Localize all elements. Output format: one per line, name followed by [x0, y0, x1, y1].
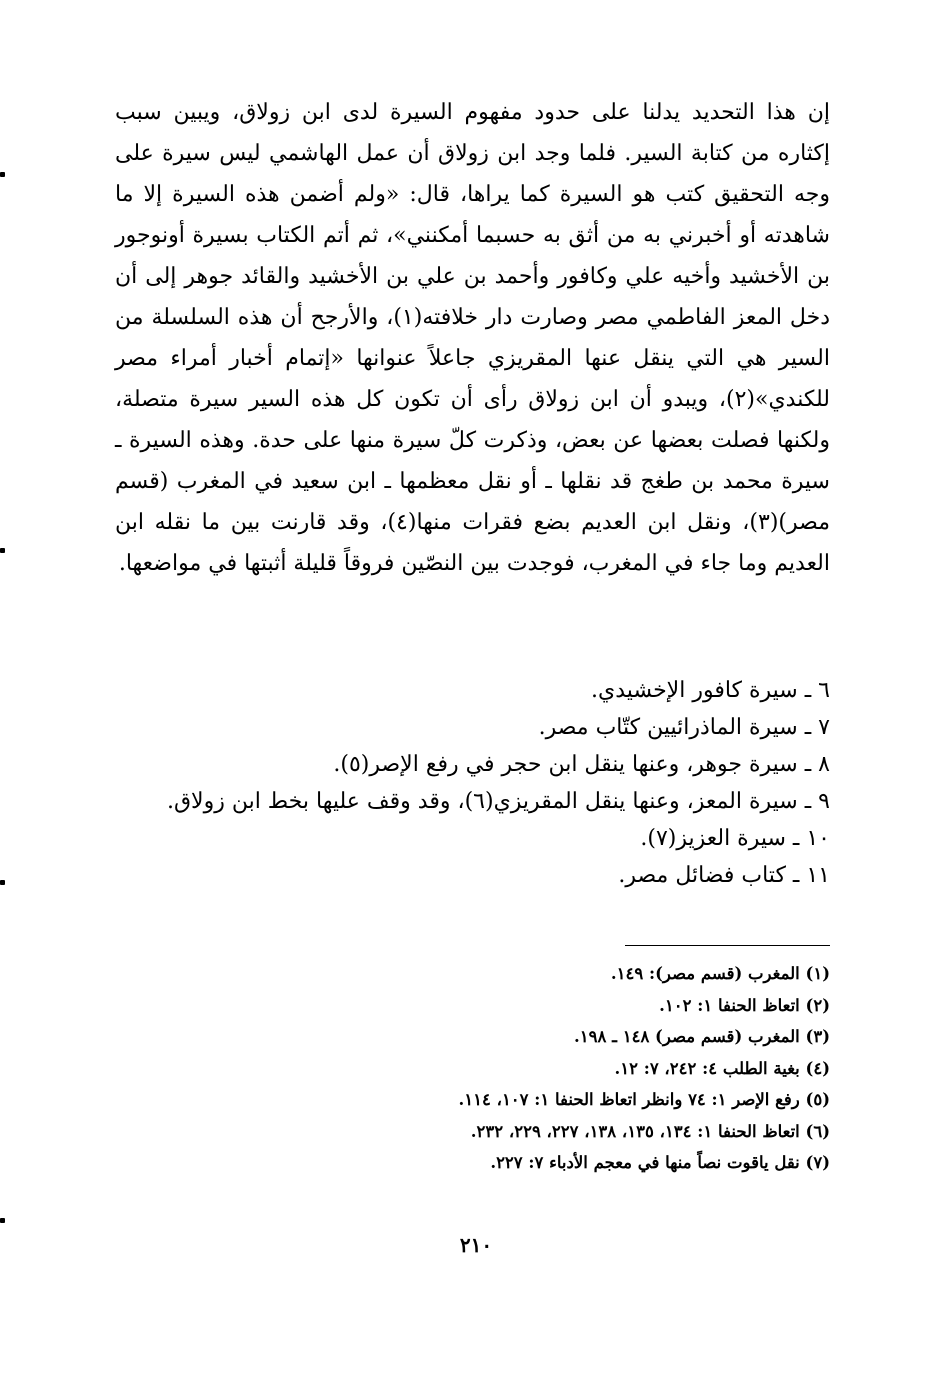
- scan-mark: [0, 172, 5, 177]
- list-item: ١١ ـ كتاب فضائل مصر.: [618, 863, 830, 888]
- footnote: (٦) اتعاظ الحنفا ١: ١٣٤، ١٣٥، ١٣٨، ٢٢٧، ٢٢٩، ٢٣٢.: [470, 1121, 830, 1141]
- footnote: (١) المغرب (قسم مصر): ١٤٩.: [610, 964, 830, 983]
- footnote: (٤) بغية الطلب ٤: ٢٤٢، ٧: ١٢.: [614, 1058, 830, 1078]
- scan-mark: [0, 880, 5, 885]
- list-item: ٩ ـ سيرة المعز، وعنها ينقل المقريزي(٦)، وقد وقف عليها بخط ابن زولاق.: [166, 789, 830, 814]
- footnote: (٧) نقل ياقوت نصاً منها في معجم الأدباء ٧: ٢٢٧.: [490, 1153, 830, 1172]
- footnote-divider: [625, 945, 830, 946]
- list-item: ٦ ـ سيرة كافور الإخشيدي.: [591, 678, 830, 703]
- scan-mark: [0, 1218, 5, 1223]
- works-list: [115, 672, 830, 894]
- list-item: ١٠ ـ سيرة العزيز(٧).: [640, 826, 830, 851]
- body-paragraph: إن هذا التحديد يدلنا على حدود مفهوم السيرة لدى ابن زولاق، ويبين سبب إكثاره من كتابة السير. فلما وجد ابن زولاق أن عمل الهاشمي ليس سيرة على وجه التحقيق كتب هو السيرة كما يراها، قال: «ولم أضمن هذه السيرة إلا ما شاهدته أو أخبرني به من أثق به حسبما أمكنني»، ثم أتم الكتاب بسيرة أونوجور بن الأخشيد وأخيه علي وكافور وأحمد بن علي بن الأخشيد والقائد جوهر إلى أن دخل المعز الفاطمي مصر وصارت دار خلافته(١)، والأرجح أن هذه السلسلة من السير هي التي ينقل عنها المقريزي جاعلاً عنوانها «إتمام أخبار أمراء مصر للكندي»(٢)، ويبدو أن ابن زولاق رأى أن تكون كل هذه السير سيرة متصلة، ولكنها فصلت بعضها عن بعض، وذكرت كلّ سيرة منها على حدة. وهذه السيرة ـ سيرة محمد بن طغج قد نقلها ـ أو نقل معظمها ـ ابن سعيد في المغرب (قسم مصر)(٣)، ونقل ابن العديم بضع فقرات منها(٤)، وقد قارنت بين ما نقله ابن العديم وما جاء في المغرب، فوجدت بين النصّين فروقاً قليلة أثبتها في مواضعها.: [115, 100, 830, 576]
- footnote: (٢) اتعاظ الحنفا ١: ١٠٢.: [659, 995, 830, 1015]
- footnote: (٣) المغرب (قسم مصر) ١٤٨ ـ ١٩٨.: [574, 1027, 830, 1046]
- list-item: ٧ ـ سيرة الماذرائيين كتّاب مصر.: [538, 715, 830, 740]
- page-number: ٢١٠: [459, 1233, 493, 1257]
- list-item: ٨ ـ سيرة جوهر، وعنها ينقل ابن حجر في رفع الإصر(٥).: [333, 752, 830, 777]
- footnotes: [115, 958, 830, 1179]
- scan-mark: [0, 548, 5, 553]
- main-text: [115, 92, 830, 584]
- footnote: (٥) رفع الإصر ١: ٧٤ وانظر اتعاظ الحنفا ١: ١٠٧، ١١٤.: [458, 1090, 830, 1109]
